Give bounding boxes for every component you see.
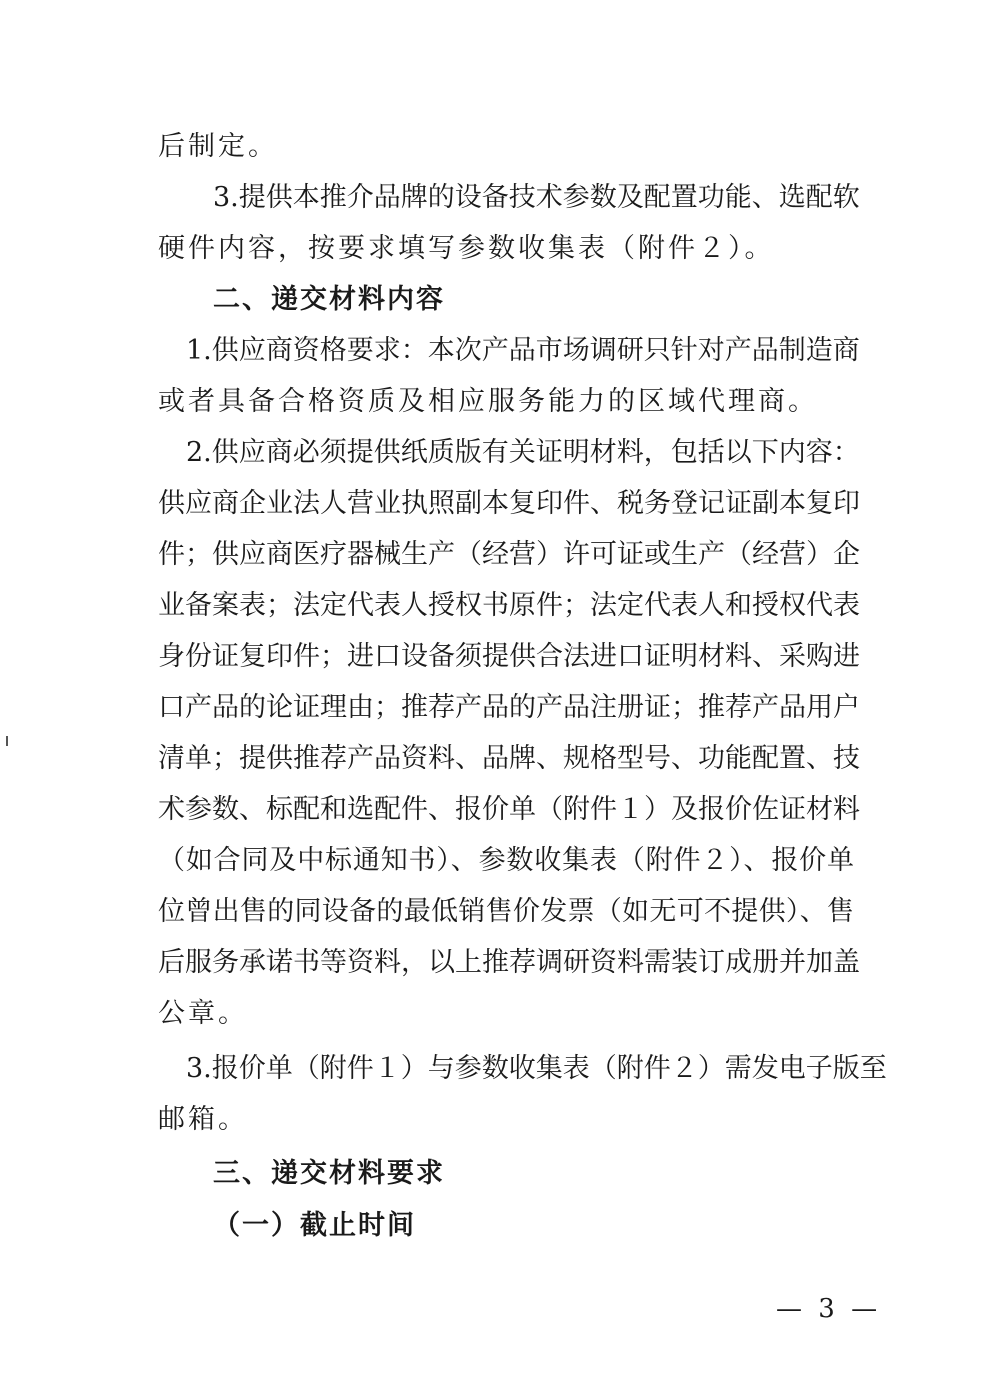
text-line: （如合同及中标通知书）、参数收集表（附件２）、报价单 bbox=[158, 845, 854, 876]
text-line: 业备案表；法定代表人授权书原件；法定代表人和授权代表 bbox=[158, 590, 860, 621]
paragraph-3-line-1: 3.提供本推介品牌的设备技术参数及配置功能、选配软 bbox=[213, 182, 860, 213]
text-line: 术参数、标配和选配件、报价单（附件１）及报价佐证材料 bbox=[158, 794, 860, 825]
text-line: 位曾出售的同设备的最低销售价发票（如无可不提供）、售 bbox=[158, 896, 854, 927]
section-heading-2: 二、递交材料内容 bbox=[213, 284, 445, 315]
text-line: 或者具备合格资质及相应服务能力的区域代理商。 bbox=[158, 386, 818, 417]
page-number: — 3 — bbox=[776, 1294, 882, 1324]
text-line: 后制定。 bbox=[158, 131, 278, 162]
text-line: 清单；提供推荐产品资料、品牌、规格型号、功能配置、技 bbox=[158, 743, 860, 774]
text-line: 身份证复印件；进口设备须提供合法进口证明材料、采购进 bbox=[158, 641, 860, 672]
text-line: 硬件内容，按要求填写参数收集表（附件２）。 bbox=[158, 233, 775, 264]
text-line: 供应商企业法人营业执照副本复印件、税务登记证副本复印 bbox=[158, 488, 860, 519]
text-line: 后服务承诺书等资料，以上推荐调研资料需装订成册并加盖 bbox=[158, 947, 860, 978]
paragraph-1-line-1: 1.供应商资格要求：本次产品市场调研只针对产品制造商 bbox=[186, 335, 860, 366]
subsection-heading-1: （一）截止时间 bbox=[213, 1210, 416, 1241]
paragraph-3b-line-1: 3.报价单（附件１）与参数收集表（附件２）需发电子版至 bbox=[186, 1053, 887, 1084]
text-line: 口产品的论证理由；推荐产品的产品注册证；推荐产品用户 bbox=[158, 692, 860, 723]
section-heading-3: 三、递交材料要求 bbox=[213, 1158, 445, 1189]
paragraph-2-line-1: 2.供应商必须提供纸质版有关证明材料，包括以下内容： bbox=[186, 437, 860, 468]
text-line: 邮箱。 bbox=[158, 1104, 248, 1135]
text-line: 件；供应商医疗器械生产（经营）许可证或生产（经营）企 bbox=[158, 539, 860, 570]
text-line: 公章。 bbox=[158, 998, 248, 1029]
margin-mark bbox=[6, 736, 8, 746]
